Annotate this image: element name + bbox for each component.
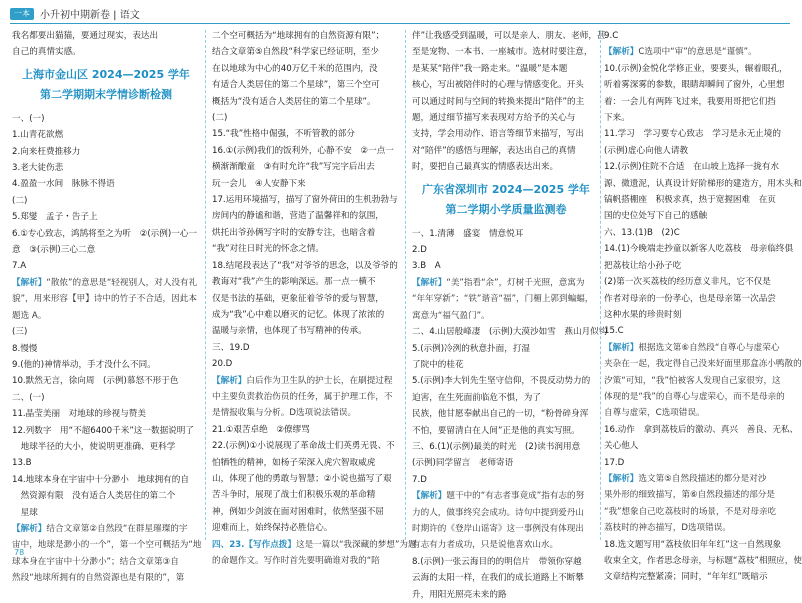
- answer-line: 15.“我”性格中倔强，不听管教的部分: [212, 129, 355, 140]
- analysis-text: 根据选文第⑥自然段“自尊心与虚荣心: [638, 342, 780, 353]
- answer-line: 18.选文题写用“荔枝依旧年年红”这一自然现象: [604, 539, 782, 550]
- analysis-text-line: 果外形的细致描写，第⑥自然段描述的部分是: [604, 490, 775, 501]
- answer-line: 7.A: [12, 261, 27, 272]
- answer-line: (三): [12, 327, 28, 338]
- book-title: 小升初中期新卷 | 语文: [40, 10, 140, 21]
- answer-line: 神，例如少剑波在面对困难时，依然坚强不屈: [212, 506, 384, 517]
- analysis-text-line: 力的人，做事终究会成功。诗句中提到爱丹山: [412, 507, 584, 518]
- answer-line: 怕牺牲的精神，如杨子荣深入虎穴智取威虎: [212, 457, 376, 468]
- book-tag: 一本: [10, 8, 34, 20]
- analysis-text-line: 的命题作文。写作时首先要明确谁对我的“陪: [212, 556, 380, 566]
- answer-line: 14.地球本身在宇宙中十分渺小 地球拥有的自: [12, 474, 189, 485]
- analysis-text-line: “我”想象自己吃荔枝时的场景，不是对母亲吃: [604, 506, 777, 517]
- answer-line: 下来。: [604, 113, 630, 124]
- answer-line: 关心他人: [604, 441, 639, 452]
- answer-line: 迎难而上，始终保持必胜信心。: [212, 523, 333, 534]
- answer-line: “我”对往日时光的怀念之情。: [212, 244, 325, 255]
- text-column-2: [212, 28, 417, 566]
- analysis-line: [604, 44, 792, 60]
- answer-line: 二个空可概括为“地球拥有的自然资源有限”；: [212, 31, 385, 41]
- analysis-text-line: 中主要负责救治伤员的任务，属于护理工作，不: [212, 391, 393, 402]
- answer-line: 苦斗争时，展现了战士们积极乐观的革命精: [212, 490, 376, 501]
- answer-line: 题，通过细节描写来表现对方给予的关心与: [412, 113, 576, 124]
- answer-line: 可以通过时间与空间的转换来提出“陪伴”的主: [412, 96, 585, 107]
- analysis-text: “散侬”的意思是“轻视别人，对人没有礼: [46, 277, 198, 288]
- analysis-text-line: 时期许的《登岸山谣寄》这一事例没有体现出: [412, 523, 584, 534]
- answer-line: 1.山青花欲燃: [12, 130, 64, 141]
- answer-line: 山，体现了他的勇敢与智慧；②小说也描写了艰: [212, 473, 392, 484]
- answer-line: 支持，学会用动作、语言等细节来描写，写出: [412, 129, 584, 140]
- answer-line: 成为“我”心中难以磨灭的记忆。体现了浓浓的: [212, 309, 385, 320]
- answer-line: 11.晶莹美丽 对地球的珍视与赞美: [12, 409, 146, 420]
- section-title-line: 第二学期小学质量监测卷: [445, 202, 567, 216]
- analysis-text-line: “年年穿新”；“铁”谐音“福”，门楣上郭到蝙蝠，: [412, 294, 594, 305]
- answer-line: 意 ③(示例)三心二意: [12, 245, 96, 256]
- column-divider: [405, 30, 406, 540]
- answer-line: 房间内的静谧和谐，营造了温馨祥和的氛围，: [212, 211, 384, 222]
- answer-line: 10.默然无言，徐向周 (示例)慕怒不形于色: [12, 376, 179, 387]
- answer-line: (2)第一次买荔枝的经历意义非凡，它不仅是: [604, 277, 771, 288]
- analysis-text-line: 是情报收集与分析。D选项说法错误。: [212, 408, 357, 419]
- analysis-text-line: 寓意为“福气盈门”。: [412, 310, 490, 321]
- answer-line: 国的史位处写下自己的感触: [604, 211, 708, 222]
- answer-line: 10.(示例)金悦化学修正业，要要头，辗着眼孔，: [604, 63, 788, 74]
- answer-line: 4.盈盈一水间 脉脉不得语: [12, 179, 115, 190]
- answer-line: 8.(示例)一张云海目的的明信片 带领你穿越: [412, 556, 582, 567]
- answer-line: 一、(一): [12, 113, 45, 124]
- answer-line: 16.①(示例)我们的饭利外，心静不安 ②一点一: [212, 145, 394, 156]
- analysis-line: [212, 373, 400, 389]
- section-title: [412, 180, 600, 220]
- answer-line: 16.动作 拿到荔枝后的激动、真兴 善良、无私、: [604, 424, 799, 435]
- answer-line: 时，要把自己最真实的情感表达出来。: [412, 162, 559, 173]
- answer-line: (二): [12, 195, 28, 206]
- answer-line: 6.①专心致志，鸿鹄将至之为听 ②(示例)一心一: [12, 228, 198, 239]
- analysis-tag: 【解析】: [412, 277, 447, 288]
- analysis-tag: 【解析】: [12, 523, 47, 534]
- analysis-tag: 【解析】: [604, 342, 639, 353]
- answer-line: 教诲对“我”产生的影响深远。那一点一横不: [212, 277, 376, 288]
- section-title-line: 第二学期期末学情诊断检测: [40, 87, 172, 101]
- section-title-line: 上海市金山区 2024—2025 学年: [22, 67, 190, 81]
- analysis-tag: 四、23.【写作点拨】: [212, 539, 296, 550]
- page-header: [0, 0, 800, 26]
- answer-line: 仅是书法的基础，更象征着爷爷的爱与智慧，: [212, 293, 384, 304]
- analysis-line: [12, 275, 200, 291]
- answer-line: 地球半径的大小，使说明更准确、更科学: [12, 441, 176, 452]
- answer-line: 星球: [12, 507, 38, 518]
- column-divider: [205, 30, 206, 540]
- answer-line: 13.B: [12, 458, 32, 469]
- analysis-line: [412, 275, 600, 291]
- answer-line: 9.C: [604, 31, 619, 41]
- answer-line: 三、6.(1)(示例)最美的时光 (2)读书润用意: [412, 441, 581, 452]
- analysis-text-line: 体现的是“我”的自尊心与虚荣心，而不是母亲的: [604, 391, 785, 402]
- answer-line: 云海的太阳一样，在我们的成长道路上不断攀: [412, 573, 584, 584]
- analysis-line: [412, 488, 600, 504]
- answer-line: 3.B A: [412, 261, 441, 272]
- answer-line: 对“陪伴”的感悟与理解，表达出自己的真情: [412, 145, 576, 156]
- answer-line: 5.(示例)李大钊先生坚守信仰，不畏反动势力的: [412, 376, 591, 387]
- analysis-tag: 【解析】: [604, 47, 639, 58]
- analysis-line: [212, 537, 417, 553]
- analysis-text-line: 夹杂在一起，我定得自己没来好面里那盒冻小鸭散的: [604, 359, 802, 370]
- analysis-text-line: 球本身在宇宙中十分渺小”；结合文章第③自: [12, 556, 179, 567]
- answer-line: 17.D: [604, 457, 625, 468]
- answer-line: 3.老大徒伤悲: [12, 163, 64, 174]
- analysis-text-line: 宙中，地球是渺小的一个”，第一个空可概括为“地: [12, 540, 202, 551]
- answer-line: 5.郑燮 孟子・告子上: [12, 212, 98, 223]
- answer-line: 收束全文，作者思念母亲，与标题“荔枝”相照应，使: [604, 556, 802, 566]
- answer-line: 是某某“陪伴”我一路走来。“温暖”是本题: [412, 63, 568, 74]
- answer-line: 结合文章第⑤自然段“科学家已经证明，至少: [212, 47, 379, 58]
- answer-line: 14.(1)今晚端走抄童以新客人吃荔枝 母亲临终俱: [604, 244, 794, 255]
- answer-line: 我名都要出猫猫，要通过现实，表达出: [12, 31, 159, 41]
- answer-line: 六、13.(1)B (2)C: [604, 227, 680, 238]
- analysis-tag: 【解析】: [412, 491, 447, 502]
- answer-line: 迫害，在生死面前临危不惧，为了: [412, 392, 541, 403]
- analysis-text: 这是一篇以“我深藏的梦想”为题: [295, 539, 417, 550]
- analysis-text-line: 汐策“可知，“我”怕被客人发现自己家很穷，这: [604, 375, 781, 386]
- analysis-line: [604, 340, 792, 356]
- answer-line: 着：一会儿有两阵飞过来，我要用哥把它们挡: [604, 96, 776, 107]
- answer-line: 烘托出爷孙俩写字时的安静专注，也暗含着: [212, 227, 376, 238]
- answer-line: 21.①艰苦卓绝 ②僚缪骂: [212, 424, 310, 435]
- analysis-text: 白后作为卫生队的护士长，在刷提过程: [246, 375, 393, 386]
- section-title-line: 广东省深圳市 2024—2025 学年: [422, 182, 590, 196]
- answer-line: 核心，写出被陪伴时的心理与情感变化。开头: [412, 80, 584, 91]
- answer-line: 有适合人类居住的第二个星球”，第三个空可: [212, 80, 380, 91]
- analysis-text-line: 然段“地球所拥有的自然资源也是有限的”，第: [12, 573, 185, 584]
- answer-line: 自己的真情实感。: [12, 47, 81, 58]
- answer-line: 12.列数字 用“不超6400千米”这一数据说明了: [12, 425, 194, 436]
- answer-line: 在以地球为中心的40万亿千米的范围内，没: [212, 63, 378, 74]
- answer-line: 5.(示例)冷洌的秋意扑面，打湿: [412, 343, 531, 354]
- answer-line: 2.向来枉费推移力: [12, 146, 81, 157]
- analysis-text: C选项中“审”的意思是“谨慎”。: [638, 47, 757, 58]
- answer-line: 2.D: [412, 245, 427, 256]
- answer-line: 这种水果的珍贵时刻: [604, 309, 682, 320]
- answer-line: 伴”让我感受到温暖，可以是亲人、朋友、老师，甚: [412, 31, 606, 41]
- analysis-text: “美”指看“余”，灯树千光照，意寓为: [446, 277, 585, 288]
- analysis-text-line: 有志有力者成功，只是说他喜欢山水。: [412, 540, 559, 551]
- answer-line: 至是宠物、一本书、一座城市。选材时要注意，: [412, 47, 593, 58]
- answer-line: 一、1.清薄 盛宴 情意悦耳: [412, 228, 524, 239]
- answer-line: 镐帆搭棚座 积极求真，热于宽握困难 在页: [604, 195, 776, 206]
- text-column-3: [412, 28, 608, 600]
- answer-line: 作者对母亲的一份孝心，也是母亲第一次品尝: [604, 293, 776, 304]
- header-rule: [10, 23, 790, 24]
- answer-line: 升，用阳光照亮未来的路: [412, 589, 507, 600]
- analysis-tag: 【解析】: [212, 375, 247, 386]
- answer-line: 听着雾深雾的参数，眼睛却瞬间了窗外，心里想: [604, 80, 785, 91]
- answer-line: 了院中的桂花: [412, 359, 464, 370]
- answer-line: 15.C: [604, 326, 624, 337]
- answer-line: 文章结构完整紧凑；同时，“年年红”既暗示: [604, 572, 768, 583]
- answer-line: 二、(一): [12, 392, 45, 403]
- answer-line: 不怕，要留清白在人间”正是他的真实写照。: [412, 425, 580, 436]
- page-number-text: 78: [14, 548, 25, 557]
- answer-line: 11.学习 学习要专心致志 学习是永无止境的: [604, 129, 781, 140]
- answer-line: 8.慢慢: [12, 343, 38, 354]
- column-divider: [600, 30, 601, 540]
- analysis-text-line: 貌”，用来形容【甲】诗中的竹子不合适，因此本: [12, 294, 197, 305]
- answer-line: (二): [212, 113, 228, 124]
- answer-line: 20.D: [212, 359, 233, 370]
- analysis-line: [12, 521, 200, 537]
- text-column-4: [604, 28, 802, 583]
- answer-line: 17.运用环境描写，描写了窗外荷田的生机勃勃与: [212, 195, 398, 206]
- analysis-tag: 【解析】: [12, 277, 47, 288]
- analysis-text-line: 荔枝时的神态描写，D选项错误。: [604, 523, 731, 534]
- analysis-tag: 【解析】: [604, 473, 639, 484]
- analysis-text-line: 自尊与虚荣，C选项错误。: [604, 408, 705, 419]
- analysis-text-line: 题选 A。: [12, 310, 47, 321]
- answer-line: 9.(他的)神情举动，手才没什么不同。: [12, 359, 156, 370]
- answer-line: 概括为“没有适合人类居住的第二个星球”。: [212, 96, 376, 107]
- analysis-text: 选文第⑤自然段描述的都分是对沙: [638, 473, 767, 484]
- answer-line: 18.结尾段表达了“我”对爷爷的思念，以及爷爷的: [212, 260, 398, 271]
- answer-line: 22.(示例)①小说展现了革命战士们英勇无畏、不: [212, 441, 395, 452]
- answer-line: (示例)同学留言 老师寄语: [412, 458, 514, 469]
- answer-line: 温暖与亲情，也体现了书写精神的传承。: [212, 326, 367, 337]
- section-title: [12, 65, 200, 105]
- answer-line: (示例)虚心向他人请教: [604, 145, 689, 156]
- answer-line: 三、19.D: [212, 342, 250, 353]
- answer-line: 源、微遗泥，认真设计好阶梯形的建造方，用木头和: [604, 178, 802, 189]
- answer-line: 然资源有限 没有适合人类居住的第二个: [12, 491, 176, 502]
- answer-line: 横渐渐酿童 ③有时允许“我”写完字后出去: [212, 162, 375, 173]
- analysis-text: 题干中的“有志者事竟成”指有志的努: [446, 491, 585, 502]
- answer-line: 7.D: [412, 474, 427, 485]
- answer-line: 二、4.山居般峰凄 (示例)大漠沙如雪 燕山月似钩: [412, 327, 608, 338]
- analysis-text: 结合文章第②自然段“在群星璀璨的宇: [46, 523, 188, 534]
- analysis-line: [604, 471, 792, 487]
- answer-line: 把荔枝让给小孙子吃: [604, 260, 682, 271]
- answer-line: 玩一会儿 ④人安静下来: [212, 178, 306, 189]
- page-number: [14, 548, 24, 557]
- answer-line: 12.(示例)住院不合适 在山坡上选择一拢有水: [604, 162, 780, 173]
- answer-line: 民族，他甘愿奉献出自己的一切，“粉骨碎身浑: [412, 409, 589, 420]
